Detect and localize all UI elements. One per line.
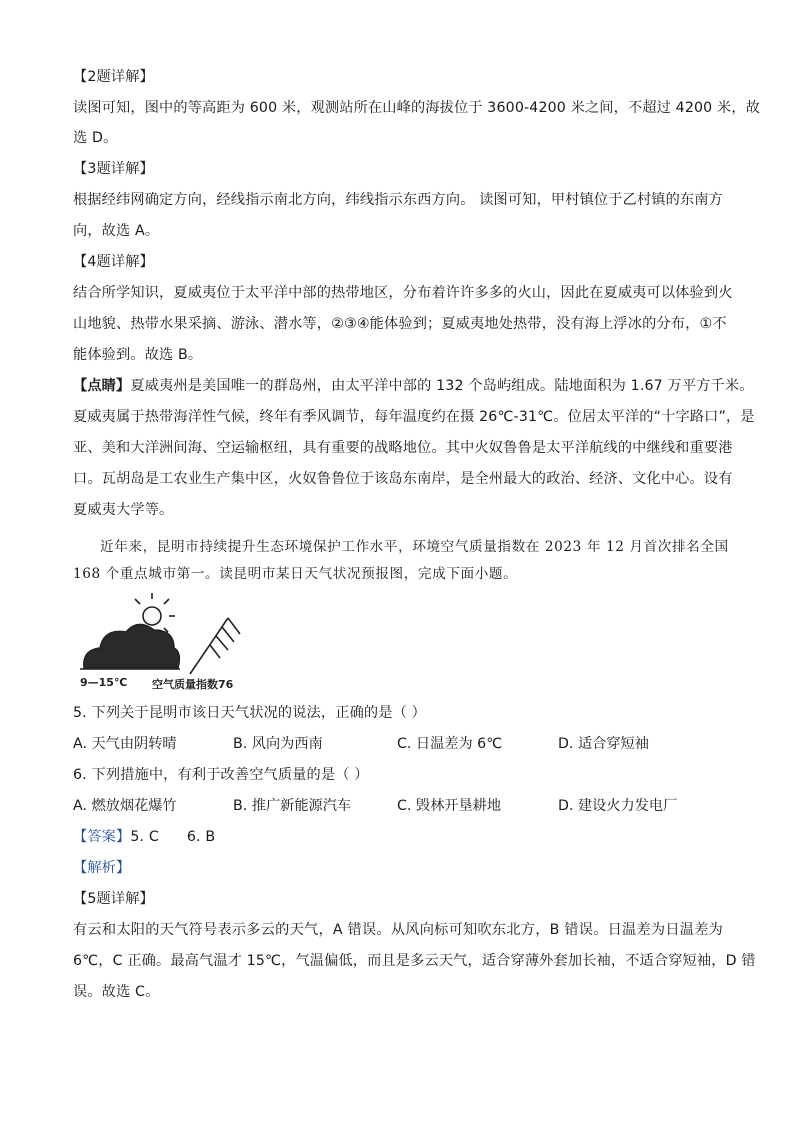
q6-option-d: D. 建设火力发电厂: [558, 798, 678, 814]
q5-option-d: D. 适合穿短袖: [558, 736, 649, 752]
section-heading-q3: 【3题详解】: [73, 161, 154, 177]
paragraph-line: 夏威夷属于热带海洋性气候，终年有季风调节，每年温度约在摄 26℃-31℃。位居太平洋的“十字路口”，是: [73, 409, 755, 425]
paragraph-line: 能体验到。故选 B。: [73, 347, 203, 363]
paragraph-line: 6℃，C 正确。最高气温才 15℃，气温偏低，而且是多云天气，适合穿薄外套加长袖，不适合穿短袖，D 错: [73, 953, 756, 969]
section-heading-q4: 【4题详解】: [73, 254, 154, 270]
paragraph-line: 山地貌、热带水果采摘、游泳、潜水等，②③④能体验到；夏威夷地处热带，没有海上浮冰的分布，①不: [73, 316, 727, 332]
section-heading-q5: 【5题详解】: [73, 891, 154, 907]
paragraph-line: 读图可知，图中的等高距为 600 米，观测站所在山峰的海拔位于 3600-4200 米之间，不超过 4200 米，故: [73, 100, 761, 116]
q5-option-c: C. 日温差为 6℃: [397, 736, 503, 752]
air-quality-label: 空气质量指数76: [152, 678, 234, 691]
q6-option-b: B. 推广新能源汽车: [233, 798, 352, 814]
paragraph-line: 选 D。: [73, 130, 118, 146]
paragraph-line: 亚、美和大洋洲间海、空运输枢纽，具有重要的战略地位。其中火奴鲁鲁是太平洋航线的中继线和重要港: [73, 440, 733, 456]
q5-option-b: B. 风向为西南: [233, 736, 323, 752]
q5-option-a: A. 天气由阴转晴: [73, 736, 177, 752]
paragraph-line: 结合所学知识，夏威夷位于太平洋中部的热带地区，分布着许许多多的火山，因此在夏威夷可以体验到火: [73, 285, 733, 301]
q6-option-a: A. 燃放烟花爆竹: [73, 798, 177, 814]
paragraph-line: 有云和太阳的天气符号表示多云的天气，A 错误。从风向标可知吹东北方，B 错误。日温差为日温差为: [73, 922, 723, 938]
paragraph-line: 根据经纬网确定方向，经线指示南北方向，纬线指示东西方向。 读图可知，甲村镇位于乙村镇的东南方: [73, 192, 723, 208]
question-6-stem: 6. 下列措施中，有利于改善空气质量的是（ ）: [73, 767, 369, 783]
analysis-label: 【解析】: [73, 860, 131, 876]
paragraph-line: 口。瓦胡岛是工农业生产集中区，火奴鲁鲁位于该岛东南岸，是全州最大的政治、经济、文化中心。设有: [73, 471, 733, 487]
answer-text: 5. C 6. B: [130, 829, 216, 845]
question-5-stem: 5. 下列关于昆明市该日天气状况的说法，正确的是（ ）: [73, 705, 426, 721]
answer-line: [73, 827, 723, 847]
paragraph-line: 夏威夷州是美国唯一的群岛州，由太平洋中部的 132 个岛屿组成。陆地面积为 1.67 万平方千米。: [130, 378, 754, 394]
weather-forecast-figure: [78, 590, 246, 690]
tip-label: 【点睛】: [73, 378, 131, 394]
q6-option-c: C. 毁林开垦耕地: [397, 798, 502, 814]
paragraph-line: 误。故选 C。: [73, 984, 160, 1000]
wind-flag-icon: [186, 600, 246, 680]
paragraph-line: 夏威夷大学等。: [73, 502, 174, 518]
intro-line: 近年来，昆明市持续提升生态环境保护工作水平，环境空气质量指数在 2023 年 12 月首次排名全国: [100, 539, 729, 555]
tip-first-line: [73, 376, 754, 396]
paragraph-line: 向，故选 A。: [73, 223, 160, 239]
answer-label: 【答案】: [73, 829, 131, 845]
intro-line: 168 个重点城市第一。读昆明市某日天气状况预报图，完成下面小题。: [73, 566, 518, 582]
section-heading-q2: 【2题详解】: [73, 69, 154, 85]
temperature-range-label: 9—15℃: [80, 676, 128, 689]
